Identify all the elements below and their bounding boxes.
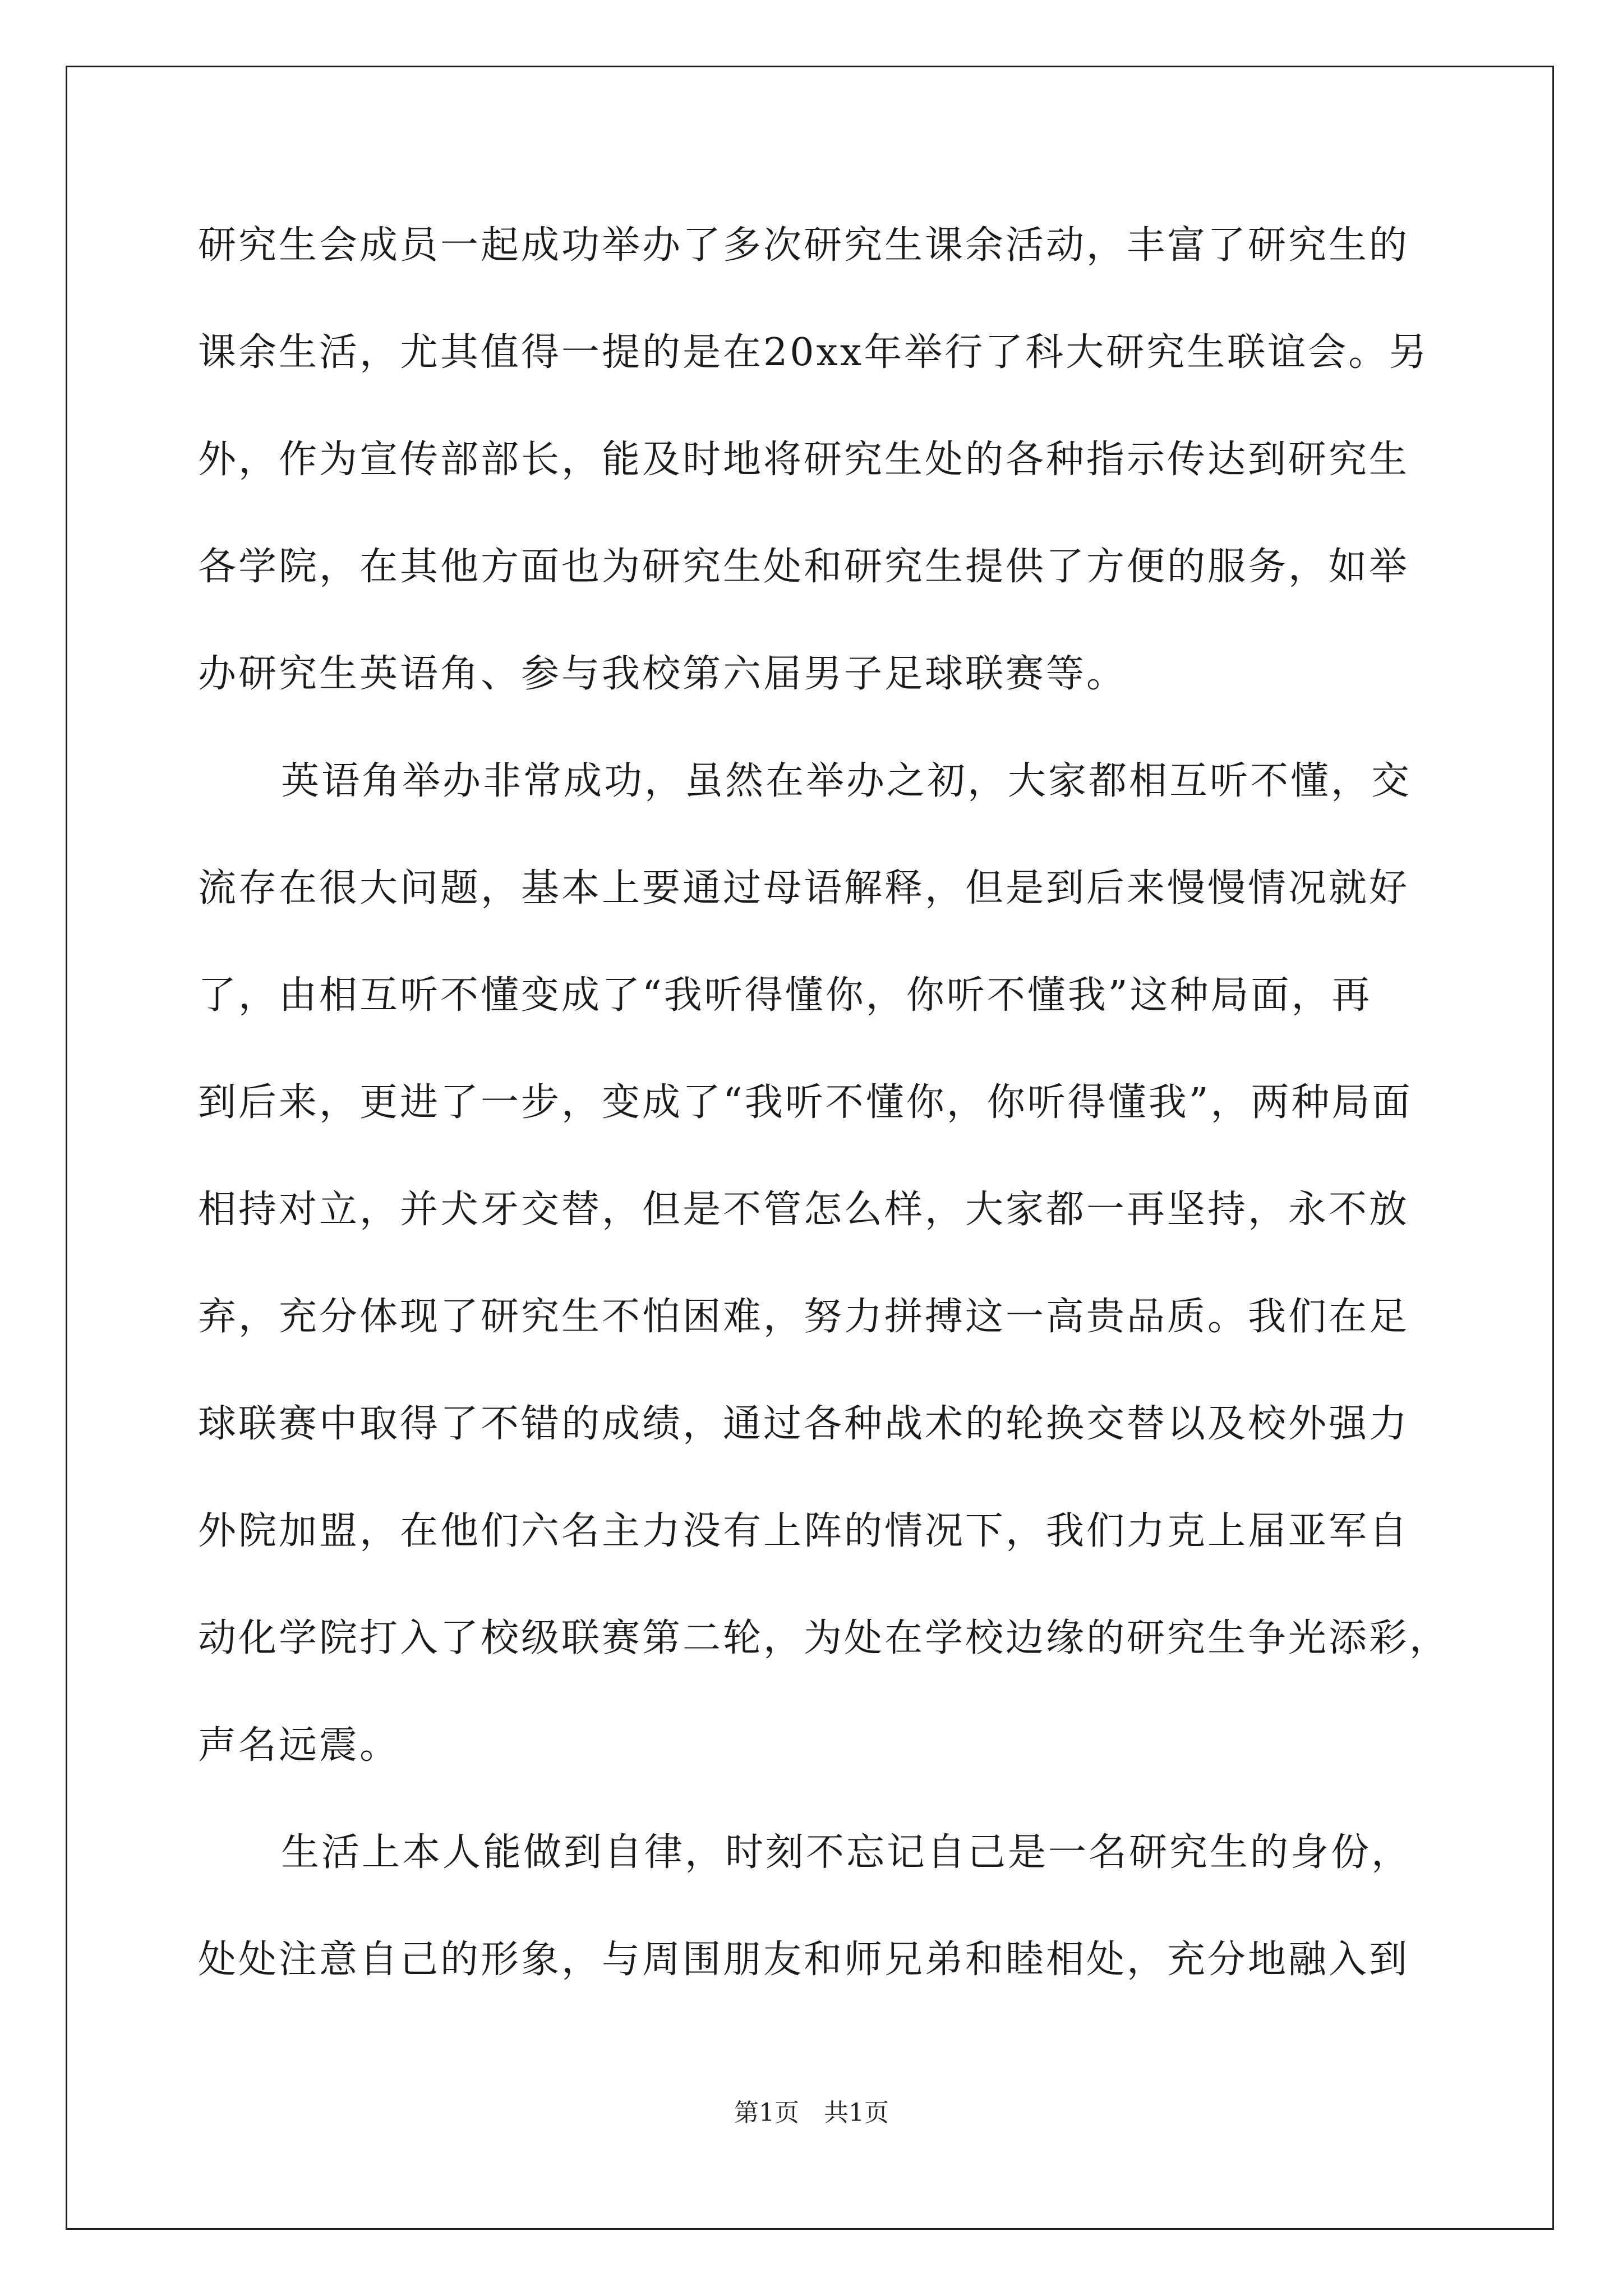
page-footer <box>0 2092 1623 2128</box>
text-line: 处处注意自己的形象，与周围朋友和师兄弟和睦相处，充分地融入到 <box>198 1938 1410 1982</box>
text-line: 外院加盟，在他们六名主力没有上阵的情况下，我们力克上届亚军自 <box>198 1509 1410 1553</box>
text-line: 了，由相互听不懂变成了“我听得懂你，你听不懂我”这种局面，再 <box>198 973 1372 1018</box>
text-line: 课余生活，尤其值得一提的是在20xx年举行了科大研究生联谊会。另 <box>198 330 1430 375</box>
text-line: 动化学院打入了校级联赛第二轮，为处在学校边缘的研究生争光添彩， <box>198 1616 1450 1660</box>
page-number-label: 第1页 共1页 <box>734 2099 889 2127</box>
text-line: 弃，充分体现了研究生不怕困难，努力拼搏这一高贵品质。我们在足 <box>198 1295 1410 1339</box>
text-line: 声名远震。 <box>198 1723 400 1768</box>
document-body <box>198 209 1450 2030</box>
paragraph-start-line: 英语角举办非常成功，虽然在举办之初，大家都相互听不懂，交 <box>281 759 1412 803</box>
paragraph-start-line: 生活上本人能做到自律，时刻不忘记自己是一名研究生的身份， <box>281 1830 1412 1875</box>
text-line: 办研究生英语角、参与我校第六届男子足球联赛等。 <box>198 652 1127 696</box>
text-line: 到后来，更进了一步，变成了“我听不懂你，你听得懂我”，两种局面 <box>198 1080 1413 1125</box>
text-line: 流存在很大问题，基本上要通过母语解释，但是到后来慢慢情况就好 <box>198 866 1410 910</box>
text-line: 外，作为宣传部部长，能及时地将研究生处的各种指示传达到研究生 <box>198 438 1410 482</box>
text-line: 研究生会成员一起成功举办了多次研究生课余活动，丰富了研究生的 <box>198 223 1410 268</box>
text-line: 各学院，在其他方面也为研究生处和研究生提供了方便的服务，如举 <box>198 545 1410 589</box>
text-line: 相持对立，并犬牙交替，但是不管怎么样，大家都一再坚持，永不放 <box>198 1188 1410 1232</box>
text-line: 球联赛中取得了不错的成绩，通过各种战术的轮换交替以及校外强力 <box>198 1402 1410 1446</box>
